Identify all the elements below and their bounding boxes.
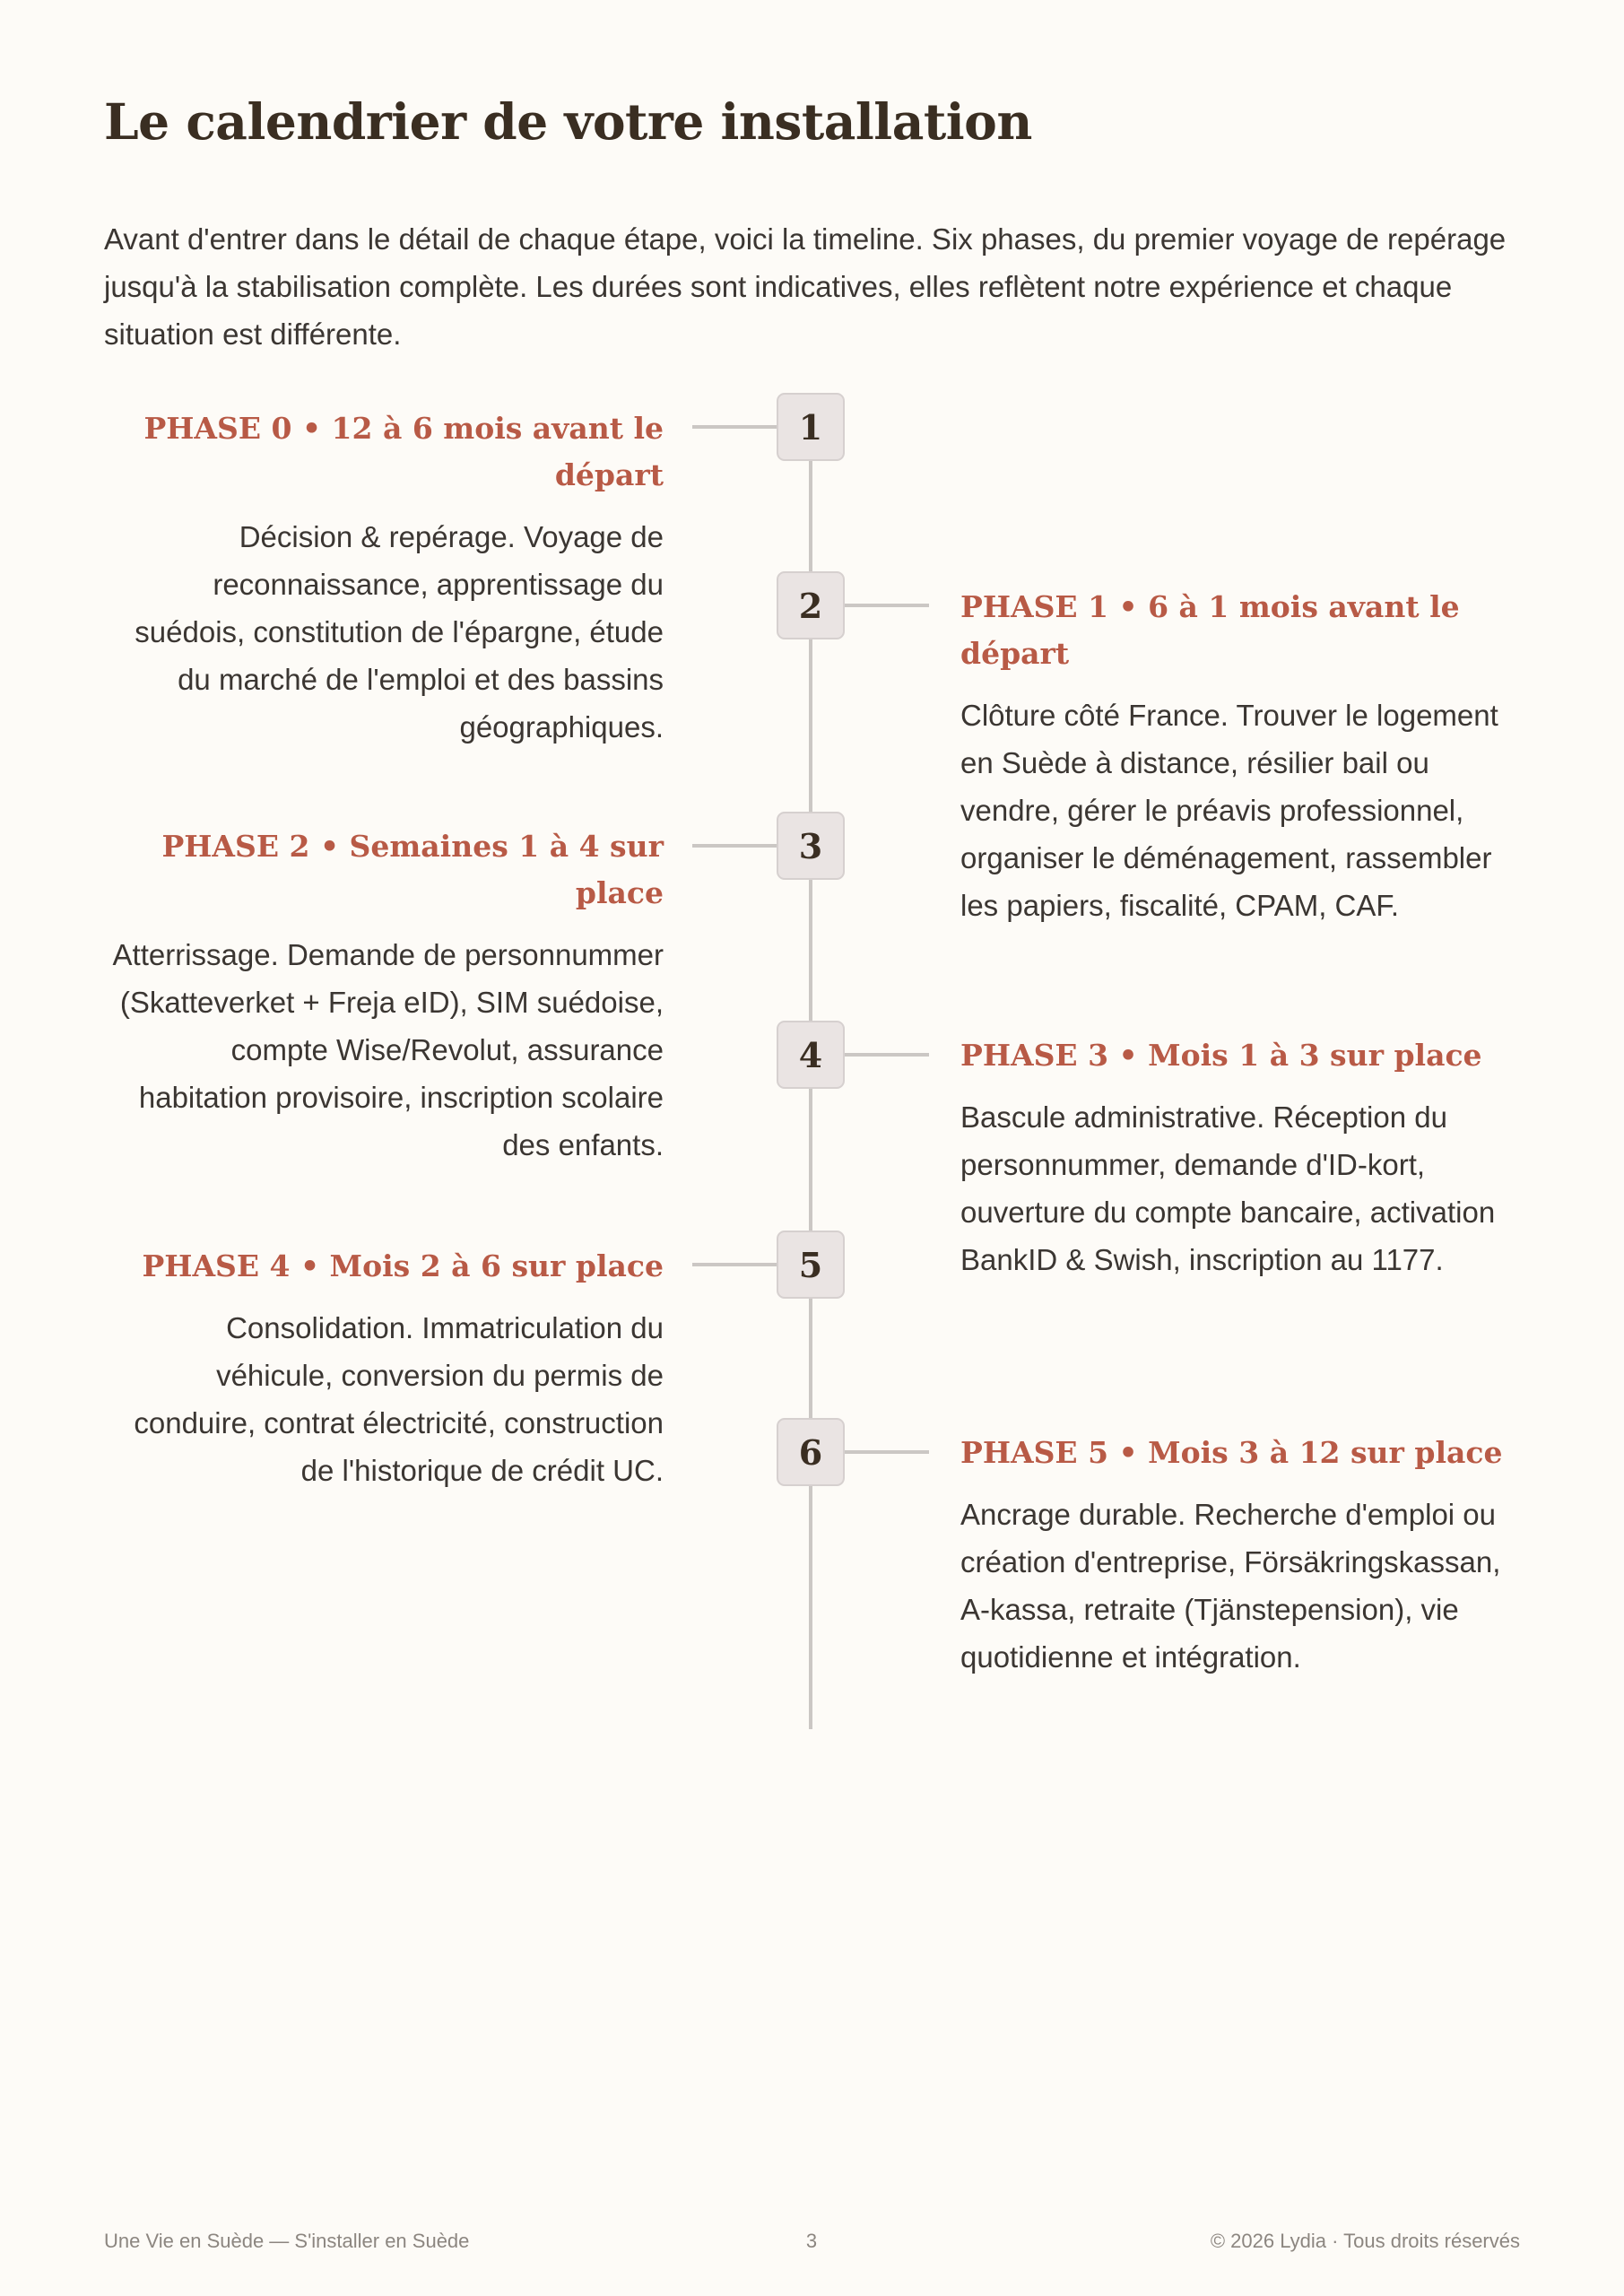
phase-5-block <box>960 1430 1534 1681</box>
phase-4-block <box>104 1243 664 1494</box>
phase-description: Clôture côté France. Trouver le logement en Suède à distance, résilier bail ou vendre, gérer le préavis professionnel, organiser le déménagement, rassembler les papiers, fiscalité, CPAM, CAF. <box>960 699 1498 922</box>
phase-description: Ancrage durable. Recherche d'emploi ou création d'entreprise, Försäkringskassan, A-kassa, retraite (Tjänstepension), vie quotidienne et intégration. <box>960 1498 1501 1674</box>
phase-title: PHASE 0 • 12 à 6 mois avant le départ <box>143 411 664 492</box>
phase-number-badge: 1 <box>777 393 845 461</box>
timeline-connector <box>845 604 929 607</box>
phase-2-block <box>104 823 664 1169</box>
footer-page-number: 3 <box>805 2230 818 2252</box>
phase-number-badge: 6 <box>777 1418 845 1486</box>
phase-0-block <box>104 405 664 751</box>
timeline-connector <box>845 1450 929 1454</box>
timeline-connector <box>692 425 777 429</box>
phase-number-badge: 3 <box>777 812 845 880</box>
page-title: Le calendrier de votre installation <box>104 92 1032 151</box>
phase-description: Atterrissage. Demande de personnummer (Skatteverket + Freja eID), SIM suédoise, compte Wise/Revolut, assurance habitation provisoire, inscription scolaire des enfants. <box>112 938 664 1161</box>
phase-1-block <box>960 584 1534 929</box>
phase-title: PHASE 1 • 6 à 1 mois avant le départ <box>960 589 1460 671</box>
phase-title: PHASE 2 • Semaines 1 à 4 sur place <box>161 829 664 910</box>
intro-paragraph: Avant d'entrer dans le détail de chaque étape, voici la timeline. Six phases, du premier voyage de repérage jusqu'à la stabilisation complète. Les durées sont indicatives, elles reflètent notre expérience et chaque situation est différente. <box>104 222 1507 351</box>
phase-title: PHASE 5 • Mois 3 à 12 sur place <box>960 1435 1503 1470</box>
timeline-connector <box>845 1053 929 1057</box>
phase-title: PHASE 4 • Mois 2 à 6 sur place <box>142 1248 664 1283</box>
phase-number-badge: 2 <box>777 571 845 639</box>
phase-3-block <box>960 1032 1534 1283</box>
timeline-connector <box>692 1263 777 1266</box>
phase-number-badge: 5 <box>777 1231 845 1299</box>
phase-number-badge: 4 <box>777 1021 845 1089</box>
footer-document-title: Une Vie en Suède — S'installer en Suède <box>104 2230 470 2252</box>
phase-description: Consolidation. Immatriculation du véhicule, conversion du permis de conduire, contrat électricité, construction de l'historique de crédit UC. <box>134 1311 664 1487</box>
footer-copyright: © 2026 Lydia · Tous droits réservés <box>1210 2230 1520 2252</box>
phase-description: Décision & repérage. Voyage de reconnaissance, apprentissage du suédois, constitution de l'épargne, étude du marché de l'emploi et des bassins géographiques. <box>135 520 664 744</box>
timeline-connector <box>692 844 777 848</box>
phase-description: Bascule administrative. Réception du personnummer, demande d'ID-kort, ouverture du compte bancaire, activation BankID & Swish, inscription au 1177. <box>960 1100 1496 1276</box>
phase-title: PHASE 3 • Mois 1 à 3 sur place <box>960 1038 1482 1073</box>
